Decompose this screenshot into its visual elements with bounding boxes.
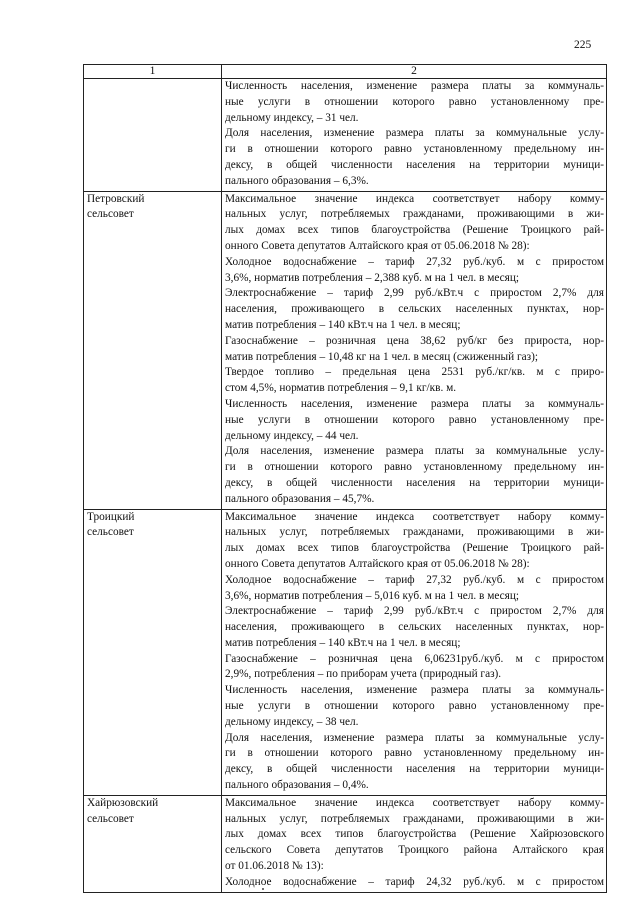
description-line: сельского Совета депутатов Троицкого района Алтайского края [225, 844, 604, 857]
settlement-name-line: Хайрюзовский [87, 796, 159, 809]
index-description-cell [222, 191, 607, 509]
table-row [84, 795, 607, 892]
settlement-name-cell [84, 79, 222, 192]
description-line: пального образования – 45,7%. [225, 492, 375, 505]
description-line: лых домах всех типов благоустройства (Решение Троицкого рай- [225, 224, 604, 237]
description-line: Холодное водоснабжение – тариф 27,32 руб./куб. м с приростом [225, 573, 604, 586]
column-number-2: 2 [222, 65, 607, 79]
table-header-row [84, 65, 607, 79]
description-line: матив потребления – 140 кВт.ч на 1 чел. в месяц; [225, 636, 461, 649]
column-number-1: 1 [84, 65, 222, 79]
table-row [84, 191, 607, 509]
description-line: нальных услуг, потребляемых гражданами, проживающими в жи- [225, 526, 604, 539]
index-description-cell [222, 509, 607, 795]
description-line: от 01.06.2018 № 13): [225, 860, 324, 873]
description-line: Численность населения, изменение размера платы за коммуналь- [225, 397, 604, 410]
description-line: Численность населения, изменение размера платы за коммуналь- [225, 684, 604, 697]
description-line: лых домах всех типов благоустройства (Решение Хайрюзовского [225, 828, 604, 841]
description-line: стом 4,5%, норматив потребления – 9,1 кг/кв. м. [225, 382, 457, 395]
description-line: Холодное водоснабжение – тариф 24,32 руб./куб. м с приростом [225, 875, 604, 888]
description-line: дексу, в общей численности населения на территории муници- [225, 158, 604, 171]
description-line: Численность населения, изменение размера платы за коммуналь- [225, 80, 604, 92]
settlement-name-cell [84, 795, 222, 892]
settlement-name-line: Петровский [87, 192, 145, 205]
description-line: ные услуги в отношении которого равно установленному пре- [225, 95, 604, 108]
description-line: ные услуги в отношении которого равно установленному пре- [225, 700, 604, 713]
description-line: 2,9%, потребления – по приборам учета (природный газ). [225, 668, 502, 681]
description-line: дельному индексу, – 38 чел. [225, 715, 359, 728]
description-line: 3,6%, норматив потребления – 5,016 куб. м на 1 чел. в месяц; [225, 589, 520, 602]
description-line: Электроснабжение – тариф 2,99 руб./кВт.ч с приростом 2,7% для [225, 287, 604, 300]
description-line: населения, проживающего в сельских населенных пунктах, нор- [225, 621, 604, 634]
description-line: матив потребления – 140 кВт.ч на 1 чел. в месяц; [225, 318, 461, 331]
index-description-cell [222, 79, 607, 192]
settlement-name-line: сельсовет [87, 812, 134, 825]
settlement-name-cell [84, 509, 222, 795]
description-line: Доля населения, изменение размера платы за коммунальные услу- [225, 445, 604, 458]
description-line: Максимальное значение индекса соответствует набору комму- [225, 510, 604, 523]
description-line: онного Совета депутатов Алтайского края от 05.06.2018 № 28): [225, 557, 530, 570]
table-row [84, 79, 607, 192]
description-line: 3,6%, норматив потребления – 2,388 куб. м на 1 чел. в месяц; [225, 271, 520, 284]
description-line: Холодное водоснабжение – тариф 27,32 руб./куб. м с приростом [225, 255, 604, 268]
settlement-name-line: Троицкий [87, 510, 135, 523]
description-line: онного Совета депутатов Алтайского края от 05.06.2018 № 28): [225, 239, 530, 252]
description-line: Твердое топливо – предельная цена 2531 руб./кг/кв. м с приро- [225, 366, 604, 379]
settlement-name-line: сельсовет [87, 208, 134, 221]
description-line: ги в отношении которого равно установленному предельному ин- [225, 143, 604, 156]
description-line: Доля населения, изменение размера платы за коммунальные услу- [225, 731, 604, 744]
description-line: нальных услуг, потребляемых гражданами, проживающими в жи- [225, 812, 604, 825]
municipal-index-table [83, 64, 607, 893]
description-line: нальных услуг, потребляемых гражданами, проживающими в жи- [225, 208, 604, 221]
description-line: матив потребления – 10,48 кг на 1 чел. в месяц (сжиженный газ); [225, 350, 538, 363]
description-line: ги в отношении которого равно установленному предельному ин- [225, 747, 604, 760]
description-line: Доля населения, изменение размера платы за коммунальные услу- [225, 127, 604, 140]
description-line: Электроснабжение – тариф 2,99 руб./кВт.ч с приростом 2,7% для [225, 605, 604, 618]
table-row [84, 509, 607, 795]
description-line: Максимальное значение индекса соответствует набору комму- [225, 796, 604, 809]
description-line: населения, проживающего в сельских населенных пунктах, нор- [225, 303, 604, 316]
description-line: дельному индексу, – 31 чел. [225, 111, 359, 124]
description-line: дексу, в общей численности населения на территории муници- [225, 763, 604, 776]
settlement-name-cell [84, 191, 222, 509]
description-line: Максимальное значение индекса соответствует набору комму- [225, 192, 604, 205]
description-line: ги в отношении которого равно установленному предельному ин- [225, 461, 604, 474]
index-description-cell [222, 795, 607, 892]
description-line: Газоснабжение – розничная цена 6,06231руб./куб. м с приростом [225, 652, 604, 665]
description-line: пального образования – 0,4%. [225, 779, 369, 792]
description-line: ные услуги в отношении которого равно установленному пре- [225, 413, 604, 426]
description-line: пального образования – 6,3%. [225, 174, 369, 187]
scan-speck [262, 888, 264, 890]
description-line: лых домах всех типов благоустройства (Решение Троицкого рай- [225, 542, 604, 555]
description-line: дексу, в общей численности населения на территории муници- [225, 476, 604, 489]
description-line: дельному индексу, – 44 чел. [225, 429, 359, 442]
description-line: Газоснабжение – розничная цена 38,62 руб/кг без прироста, нор- [225, 334, 604, 347]
page-number: 225 [574, 39, 592, 51]
settlement-name-line: сельсовет [87, 526, 134, 539]
